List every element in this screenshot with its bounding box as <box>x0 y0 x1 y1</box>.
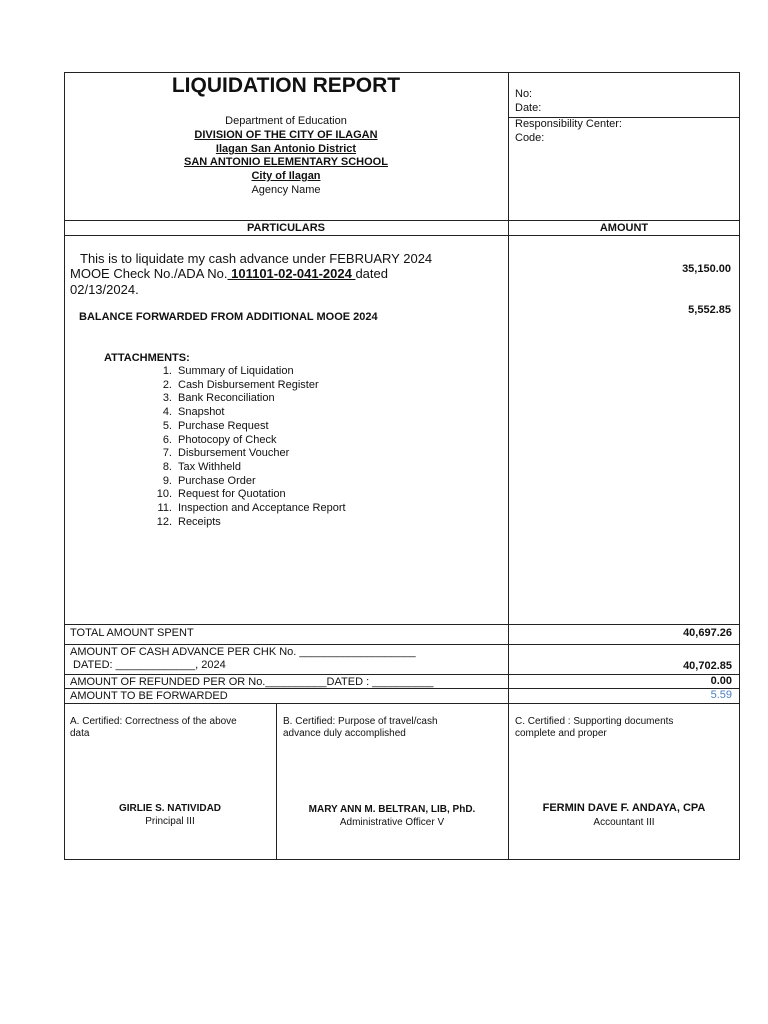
amount-cash-advance: 35,150.00 <box>682 263 731 275</box>
particulars-header: PARTICULARS <box>246 222 325 234</box>
list-item: 4. Snapshot <box>162 406 225 419</box>
cash-advance-label: AMOUNT OF CASH ADVANCE PER CHK No. ___________________ <box>70 646 416 658</box>
column-divider <box>508 72 509 704</box>
liquidation-statement-line1: This is to liquidate my cash advance under FEBRUARY 2024 <box>80 251 433 266</box>
cert-c-text-line1: C. Certified : Supporting documents <box>515 716 674 727</box>
refunded-label: AMOUNT OF REFUNDED PER OR No.__________DATED : __________ <box>70 676 434 688</box>
balance-forwarded-label: BALANCE FORWARDED FROM ADDITIONAL MOOE 2024 <box>79 311 378 323</box>
responsibility-center-label: Responsibility Center: <box>515 118 622 130</box>
amount-header: AMOUNT <box>599 222 649 234</box>
list-item: 5. Purchase Request <box>162 419 269 432</box>
cert-a-text-line2: data <box>70 728 90 739</box>
cert-c-text-line2: complete and proper <box>515 728 607 739</box>
cert-divider-1 <box>276 703 277 860</box>
report-title: LIQUIDATION REPORT <box>171 74 401 97</box>
cert-a-signatory-position: Principal III <box>145 816 195 827</box>
cash-advance-value: 40,702.85 <box>683 660 732 672</box>
list-item: 3. Bank Reconciliation <box>162 392 275 405</box>
forwarded-line <box>64 703 740 704</box>
cert-c-signatory-position: Accountant III <box>593 817 655 828</box>
cert-b-signatory-position: Administrative Officer V <box>339 817 445 828</box>
cert-a-text-line1: A. Certified: Correctness of the above <box>70 716 237 727</box>
district-name: Ilagan San Antonio District <box>215 143 357 155</box>
total-spent-value: 40,697.26 <box>683 627 732 639</box>
forwarded-value: 5.59 <box>710 689 732 701</box>
total-spent-line <box>64 644 740 645</box>
list-item: 1. Summary of Liquidation <box>162 365 294 377</box>
list-item: 8. Tax Withheld <box>162 460 241 473</box>
check-number: 101101-02-041-2024 <box>227 266 356 281</box>
list-item: 6. Photocopy of Check <box>162 433 277 446</box>
body-bottom-line <box>64 624 740 625</box>
attachments-label: ATTACHMENTS: <box>104 352 190 364</box>
cert-b-text-line1: B. Certified: Purpose of travel/cash <box>283 716 438 727</box>
forwarded-label: AMOUNT TO BE FORWARDED <box>70 690 228 702</box>
header-bottom-line <box>64 220 740 221</box>
code-label: Code: <box>515 132 545 144</box>
cert-b-signatory-name: MARY ANN M. BELTRAN, LIB, PhD. <box>308 804 476 815</box>
date-label: Date: <box>515 102 542 114</box>
list-item: 2. Cash Disbursement Register <box>162 378 319 391</box>
cert-a-signatory-name: GIRLIE S. NATIVIDAD <box>118 803 222 814</box>
cert-c-signatory-name: FERMIN DAVE F. ANDAYA, CPA <box>542 802 706 814</box>
amount-balance-forwarded: 5,552.85 <box>688 304 731 316</box>
no-label: No: <box>515 88 533 100</box>
school-name: SAN ANTONIO ELEMENTARY SCHOOL <box>184 156 388 168</box>
column-header-line <box>64 235 740 236</box>
liquidation-statement-line2: MOOE Check No./ADA No. 101101-02-041-2024 dated <box>70 266 388 281</box>
attachments-list <box>146 365 346 529</box>
cash-advance-dated: DATED: _____________, 2024 <box>70 659 226 671</box>
list-item: 7. Disbursement Voucher <box>162 447 290 460</box>
department-name: Department of Education <box>225 115 347 127</box>
cert-divider-2 <box>508 703 509 860</box>
refunded-value: 0.00 <box>710 675 732 687</box>
agency-label: Agency Name <box>251 184 321 196</box>
total-spent-label: TOTAL AMOUNT SPENT <box>70 627 194 639</box>
list-item: 9. Purchase Order <box>162 474 256 487</box>
liquidation-statement-line3: 02/13/2024. <box>70 282 139 297</box>
cert-b-text-line2: advance duly accomplished <box>283 728 406 739</box>
list-item: 10. Request for Quotation <box>156 488 286 501</box>
division-name: DIVISION OF THE CITY OF ILAGAN <box>194 129 378 141</box>
list-item: 12. Receipts <box>156 515 221 528</box>
city-name: City of Ilagan <box>251 170 321 182</box>
list-item: 11. Inspection and Acceptance Report <box>157 502 346 515</box>
